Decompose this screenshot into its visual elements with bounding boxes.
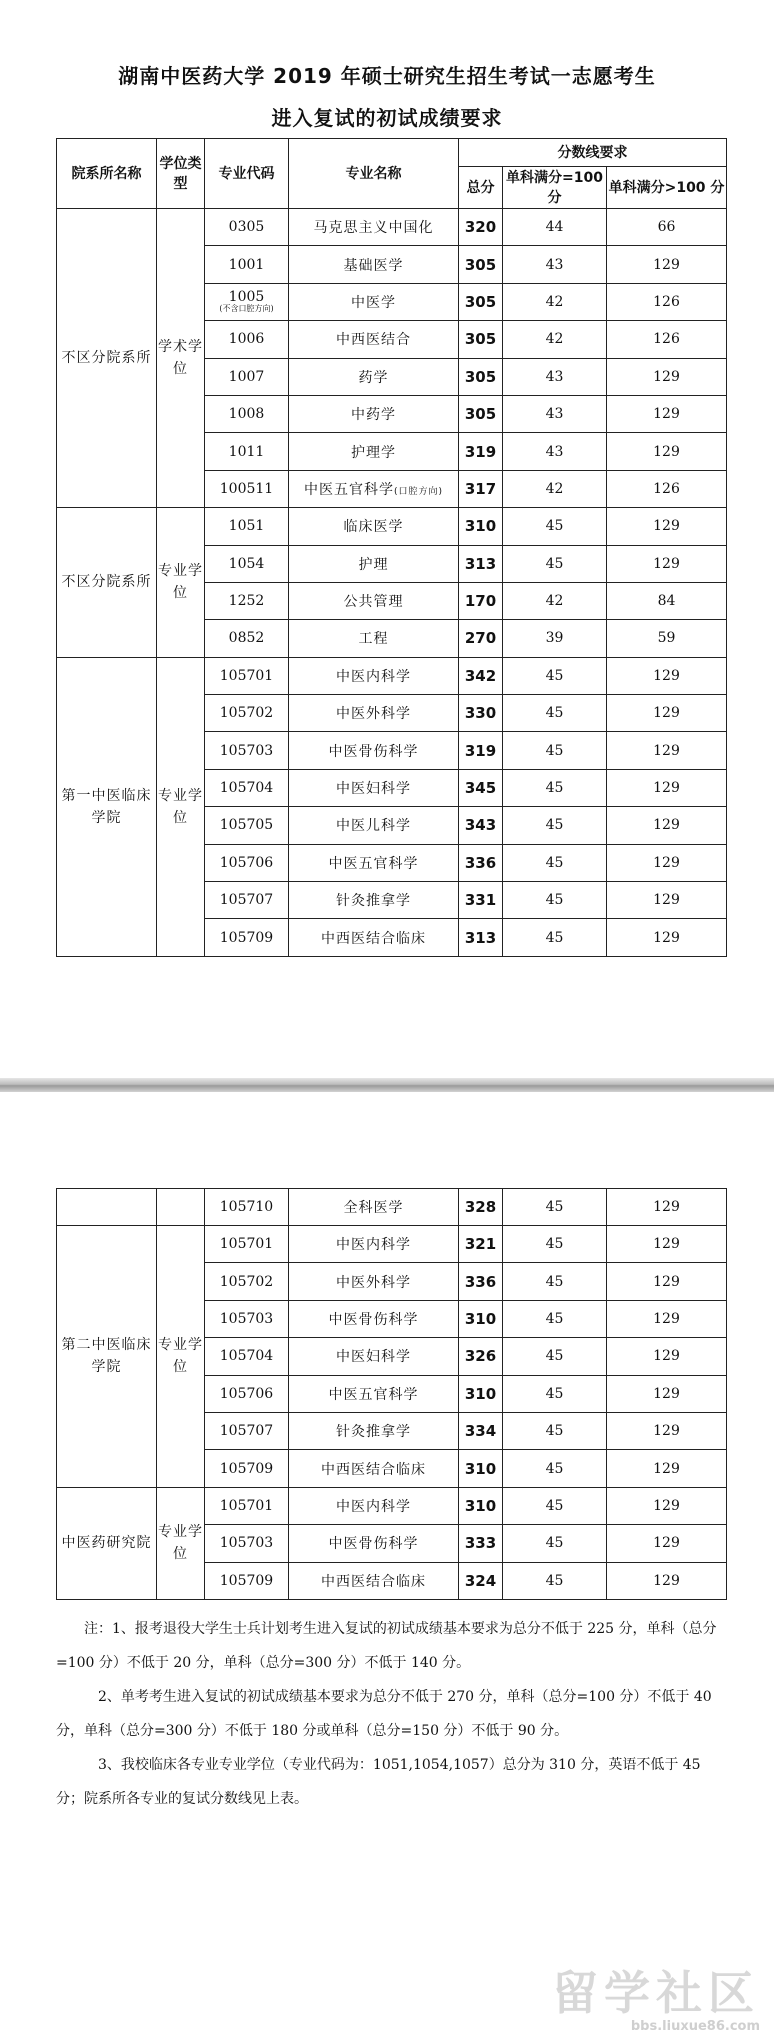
single100-cell: 44 [503, 209, 607, 246]
code-cell: 105709 [205, 919, 289, 956]
single-gt100-cell: 129 [607, 1450, 727, 1487]
total-cell: 305 [459, 283, 503, 320]
single100-cell: 45 [503, 1338, 607, 1375]
name-cell: 中西医结合临床 [289, 1562, 459, 1599]
total-cell: 313 [459, 919, 503, 956]
single100-cell: 43 [503, 433, 607, 470]
total-cell: 336 [459, 1263, 503, 1300]
single-gt100-cell: 129 [607, 1562, 727, 1599]
name-cell: 药学 [289, 358, 459, 395]
total-cell: 310 [459, 1375, 503, 1412]
name-cell: 中医内科学 [289, 1226, 459, 1263]
name-cell: 中药学 [289, 395, 459, 432]
page-separator [0, 1078, 774, 1092]
name-cell: 中医骨伤科学 [289, 732, 459, 769]
single-gt100-cell: 129 [607, 1263, 727, 1300]
type-cell: 专业学位 [157, 508, 205, 658]
single100-cell: 45 [503, 1375, 607, 1412]
single100-cell: 45 [503, 1263, 607, 1300]
code-cell: 1011 [205, 433, 289, 470]
single100-cell: 45 [503, 695, 607, 732]
code-cell: 1006 [205, 321, 289, 358]
header-type: 学位类型 [157, 139, 205, 209]
code-cell: 105704 [205, 1338, 289, 1375]
name-cell: 中西医结合临床 [289, 1450, 459, 1487]
header-single-gt100: 单科满分>100 分 [607, 167, 727, 209]
header-code: 专业代码 [205, 139, 289, 209]
single-gt100-cell: 126 [607, 470, 727, 507]
single100-cell: 45 [503, 882, 607, 919]
code-cell: 105706 [205, 1375, 289, 1412]
code-cell: 105702 [205, 695, 289, 732]
name-cell: 临床医学 [289, 508, 459, 545]
single-gt100-cell: 66 [607, 209, 727, 246]
name-cell: 护理 [289, 545, 459, 582]
single-gt100-cell: 129 [607, 695, 727, 732]
single-gt100-cell: 129 [607, 1189, 727, 1226]
code-cell: 105701 [205, 657, 289, 694]
single100-cell: 45 [503, 508, 607, 545]
code-cell: 105709 [205, 1562, 289, 1599]
name-cell: 基础医学 [289, 246, 459, 283]
notes [56, 1612, 726, 1816]
page-title: 湖南中医药大学 2019 年硕士研究生招生考试一志愿考生 [118, 64, 656, 88]
header-single100: 单科满分=100 分 [503, 167, 607, 209]
name-cell: 中医骨伤科学 [289, 1525, 459, 1562]
single100-cell: 45 [503, 769, 607, 806]
total-cell: 305 [459, 246, 503, 283]
code-cell: 1054 [205, 545, 289, 582]
total-cell: 342 [459, 657, 503, 694]
total-cell: 333 [459, 1525, 503, 1562]
single-gt100-cell: 129 [607, 1375, 727, 1412]
single100-cell: 42 [503, 321, 607, 358]
table-row [57, 508, 727, 545]
single100-cell: 42 [503, 582, 607, 619]
total-cell: 345 [459, 769, 503, 806]
single100-cell: 43 [503, 395, 607, 432]
total-cell: 305 [459, 321, 503, 358]
name-cell: 中医外科学 [289, 695, 459, 732]
single-gt100-cell: 129 [607, 919, 727, 956]
single-gt100-cell: 129 [607, 657, 727, 694]
code-cell: 1051 [205, 508, 289, 545]
total-cell: 328 [459, 1189, 503, 1226]
type-cell: 专业学位 [157, 657, 205, 956]
type-cell: 专业学位 [157, 1226, 205, 1488]
single-gt100-cell: 129 [607, 844, 727, 881]
dept-cell: 第一中医临床学院 [57, 657, 157, 956]
code-cell: 105706 [205, 844, 289, 881]
table-row [57, 1226, 727, 1263]
type-cell: 学术学位 [157, 209, 205, 508]
name-cell: 中西医结合 [289, 321, 459, 358]
single100-cell: 45 [503, 1450, 607, 1487]
watermark-url: bbs.liuxue86.com [630, 2019, 760, 2034]
dept-cell: 不区分院系所 [57, 508, 157, 658]
total-cell: 324 [459, 1562, 503, 1599]
single100-cell: 45 [503, 1412, 607, 1449]
name-cell: 中医妇科学 [289, 769, 459, 806]
code-cell: 1252 [205, 582, 289, 619]
total-cell: 313 [459, 545, 503, 582]
header-dept: 院系所名称 [57, 139, 157, 209]
total-cell: 310 [459, 1487, 503, 1524]
name-cell: 中西医结合临床 [289, 919, 459, 956]
name-cell: 中医内科学 [289, 657, 459, 694]
single-gt100-cell: 129 [607, 882, 727, 919]
code-cell: 105707 [205, 882, 289, 919]
single100-cell: 45 [503, 657, 607, 694]
code-cell: 105707 [205, 1412, 289, 1449]
note-2: 2、单考考生进入复试的初试成绩基本要求为总分不低于 270 分，单科（总分=100 分）不低于 40 分，单科（总分=300 分）不低于 180 分或单科（总分=150 分）不低于 90 分。 [56, 1689, 712, 1739]
single100-cell: 42 [503, 283, 607, 320]
single100-cell: 45 [503, 1300, 607, 1337]
single100-cell: 43 [503, 358, 607, 395]
name-note: (口腔方向) [393, 486, 444, 497]
single100-cell: 45 [503, 1487, 607, 1524]
total-cell: 334 [459, 1412, 503, 1449]
code-cell: 105704 [205, 769, 289, 806]
single-gt100-cell: 129 [607, 1226, 727, 1263]
total-cell: 305 [459, 358, 503, 395]
single100-cell: 42 [503, 470, 607, 507]
total-cell: 170 [459, 582, 503, 619]
single-gt100-cell: 126 [607, 283, 727, 320]
watermark [552, 1967, 760, 2034]
dept-cell-empty [57, 1189, 157, 1226]
name-cell: 中医外科学 [289, 1263, 459, 1300]
single-gt100-cell: 129 [607, 1487, 727, 1524]
name-cell: 公共管理 [289, 582, 459, 619]
code-cell: 0305 [205, 209, 289, 246]
total-cell: 336 [459, 844, 503, 881]
single-gt100-cell: 129 [607, 433, 727, 470]
name-cell: 马克思主义中国化 [289, 209, 459, 246]
single100-cell: 45 [503, 919, 607, 956]
header-total: 总分 [459, 167, 503, 209]
single100-cell: 45 [503, 844, 607, 881]
score-table-part2 [56, 1188, 727, 1600]
name-value: 中医五官科学 [303, 481, 394, 498]
single100-cell: 45 [503, 545, 607, 582]
table-row [57, 1487, 727, 1524]
table-row [57, 209, 727, 246]
header-name: 专业名称 [289, 139, 459, 209]
watermark-text: 留学社区 [552, 1966, 760, 2020]
code-cell: 1008 [205, 395, 289, 432]
total-cell: 317 [459, 470, 503, 507]
code-note: (不含口腔方向) [219, 304, 274, 314]
code-cell: 105703 [205, 732, 289, 769]
code-value: 1005 [228, 289, 265, 306]
single100-cell: 43 [503, 246, 607, 283]
name-cell: 中医儿科学 [289, 807, 459, 844]
total-cell: 270 [459, 620, 503, 657]
code-cell: 1007 [205, 358, 289, 395]
dept-cell: 第二中医临床学院 [57, 1226, 157, 1488]
single-gt100-cell: 129 [607, 1412, 727, 1449]
total-cell: 319 [459, 732, 503, 769]
total-cell: 305 [459, 395, 503, 432]
code-cell [205, 283, 289, 320]
code-cell: 105710 [205, 1189, 289, 1226]
code-cell: 105703 [205, 1525, 289, 1562]
single-gt100-cell: 129 [607, 545, 727, 582]
page-subtitle: 进入复试的初试成绩要求 [271, 106, 503, 130]
total-cell: 310 [459, 1300, 503, 1337]
single-gt100-cell: 129 [607, 246, 727, 283]
code-cell: 0852 [205, 620, 289, 657]
note-1: 注：1、报考退役大学生士兵计划考生进入复试的初试成绩基本要求为总分不低于 225 分，单科（总分=100 分）不低于 20 分，单科（总分=300 分）不低于 140 分。 [56, 1621, 717, 1671]
single100-cell: 45 [503, 1562, 607, 1599]
name-cell: 护理学 [289, 433, 459, 470]
single100-cell: 45 [503, 807, 607, 844]
single-gt100-cell: 129 [607, 769, 727, 806]
total-cell: 320 [459, 209, 503, 246]
single100-cell: 45 [503, 1189, 607, 1226]
name-cell: 针灸推拿学 [289, 882, 459, 919]
single-gt100-cell: 129 [607, 1338, 727, 1375]
total-cell: 310 [459, 508, 503, 545]
total-cell: 330 [459, 695, 503, 732]
single100-cell: 45 [503, 1226, 607, 1263]
name-cell: 中医五官科学 [289, 1375, 459, 1412]
total-cell: 326 [459, 1338, 503, 1375]
single-gt100-cell: 129 [607, 395, 727, 432]
total-cell: 331 [459, 882, 503, 919]
code-cell: 105709 [205, 1450, 289, 1487]
total-cell: 321 [459, 1226, 503, 1263]
single-gt100-cell: 129 [607, 508, 727, 545]
name-cell: 中医学 [289, 283, 459, 320]
code-cell: 1001 [205, 246, 289, 283]
single-gt100-cell: 129 [607, 1525, 727, 1562]
single-gt100-cell: 126 [607, 321, 727, 358]
type-cell-empty [157, 1189, 205, 1226]
code-cell: 105705 [205, 807, 289, 844]
code-cell: 105703 [205, 1300, 289, 1337]
code-cell: 105702 [205, 1263, 289, 1300]
name-cell: 中医骨伤科学 [289, 1300, 459, 1337]
name-cell: 针灸推拿学 [289, 1412, 459, 1449]
single-gt100-cell: 59 [607, 620, 727, 657]
name-cell: 中医五官科学 [289, 844, 459, 881]
table-row [57, 657, 727, 694]
table-row [57, 1189, 727, 1226]
single-gt100-cell: 84 [607, 582, 727, 619]
code-cell: 105701 [205, 1226, 289, 1263]
dept-cell: 不区分院系所 [57, 209, 157, 508]
code-cell: 105701 [205, 1487, 289, 1524]
header-score-req: 分数线要求 [459, 139, 727, 167]
single-gt100-cell: 129 [607, 807, 727, 844]
total-cell: 310 [459, 1450, 503, 1487]
single100-cell: 39 [503, 620, 607, 657]
single100-cell: 45 [503, 732, 607, 769]
single100-cell: 45 [503, 1525, 607, 1562]
name-cell: 工程 [289, 620, 459, 657]
score-table-part1 [56, 138, 727, 957]
dept-cell: 中医药研究院 [57, 1487, 157, 1599]
code-cell: 100511 [205, 470, 289, 507]
name-cell: 中医内科学 [289, 1487, 459, 1524]
single-gt100-cell: 129 [607, 1300, 727, 1337]
name-cell: 中医妇科学 [289, 1338, 459, 1375]
name-cell: 全科医学 [289, 1189, 459, 1226]
single-gt100-cell: 129 [607, 358, 727, 395]
note-3: 3、我校临床各专业专业学位（专业代码为：1051,1054,1057）总分为 310 分，英语不低于 45 分；院系所各专业的复试分数线见上表。 [56, 1757, 701, 1807]
name-cell [289, 470, 459, 507]
type-cell: 专业学位 [157, 1487, 205, 1599]
total-cell: 319 [459, 433, 503, 470]
total-cell: 343 [459, 807, 503, 844]
single-gt100-cell: 129 [607, 732, 727, 769]
